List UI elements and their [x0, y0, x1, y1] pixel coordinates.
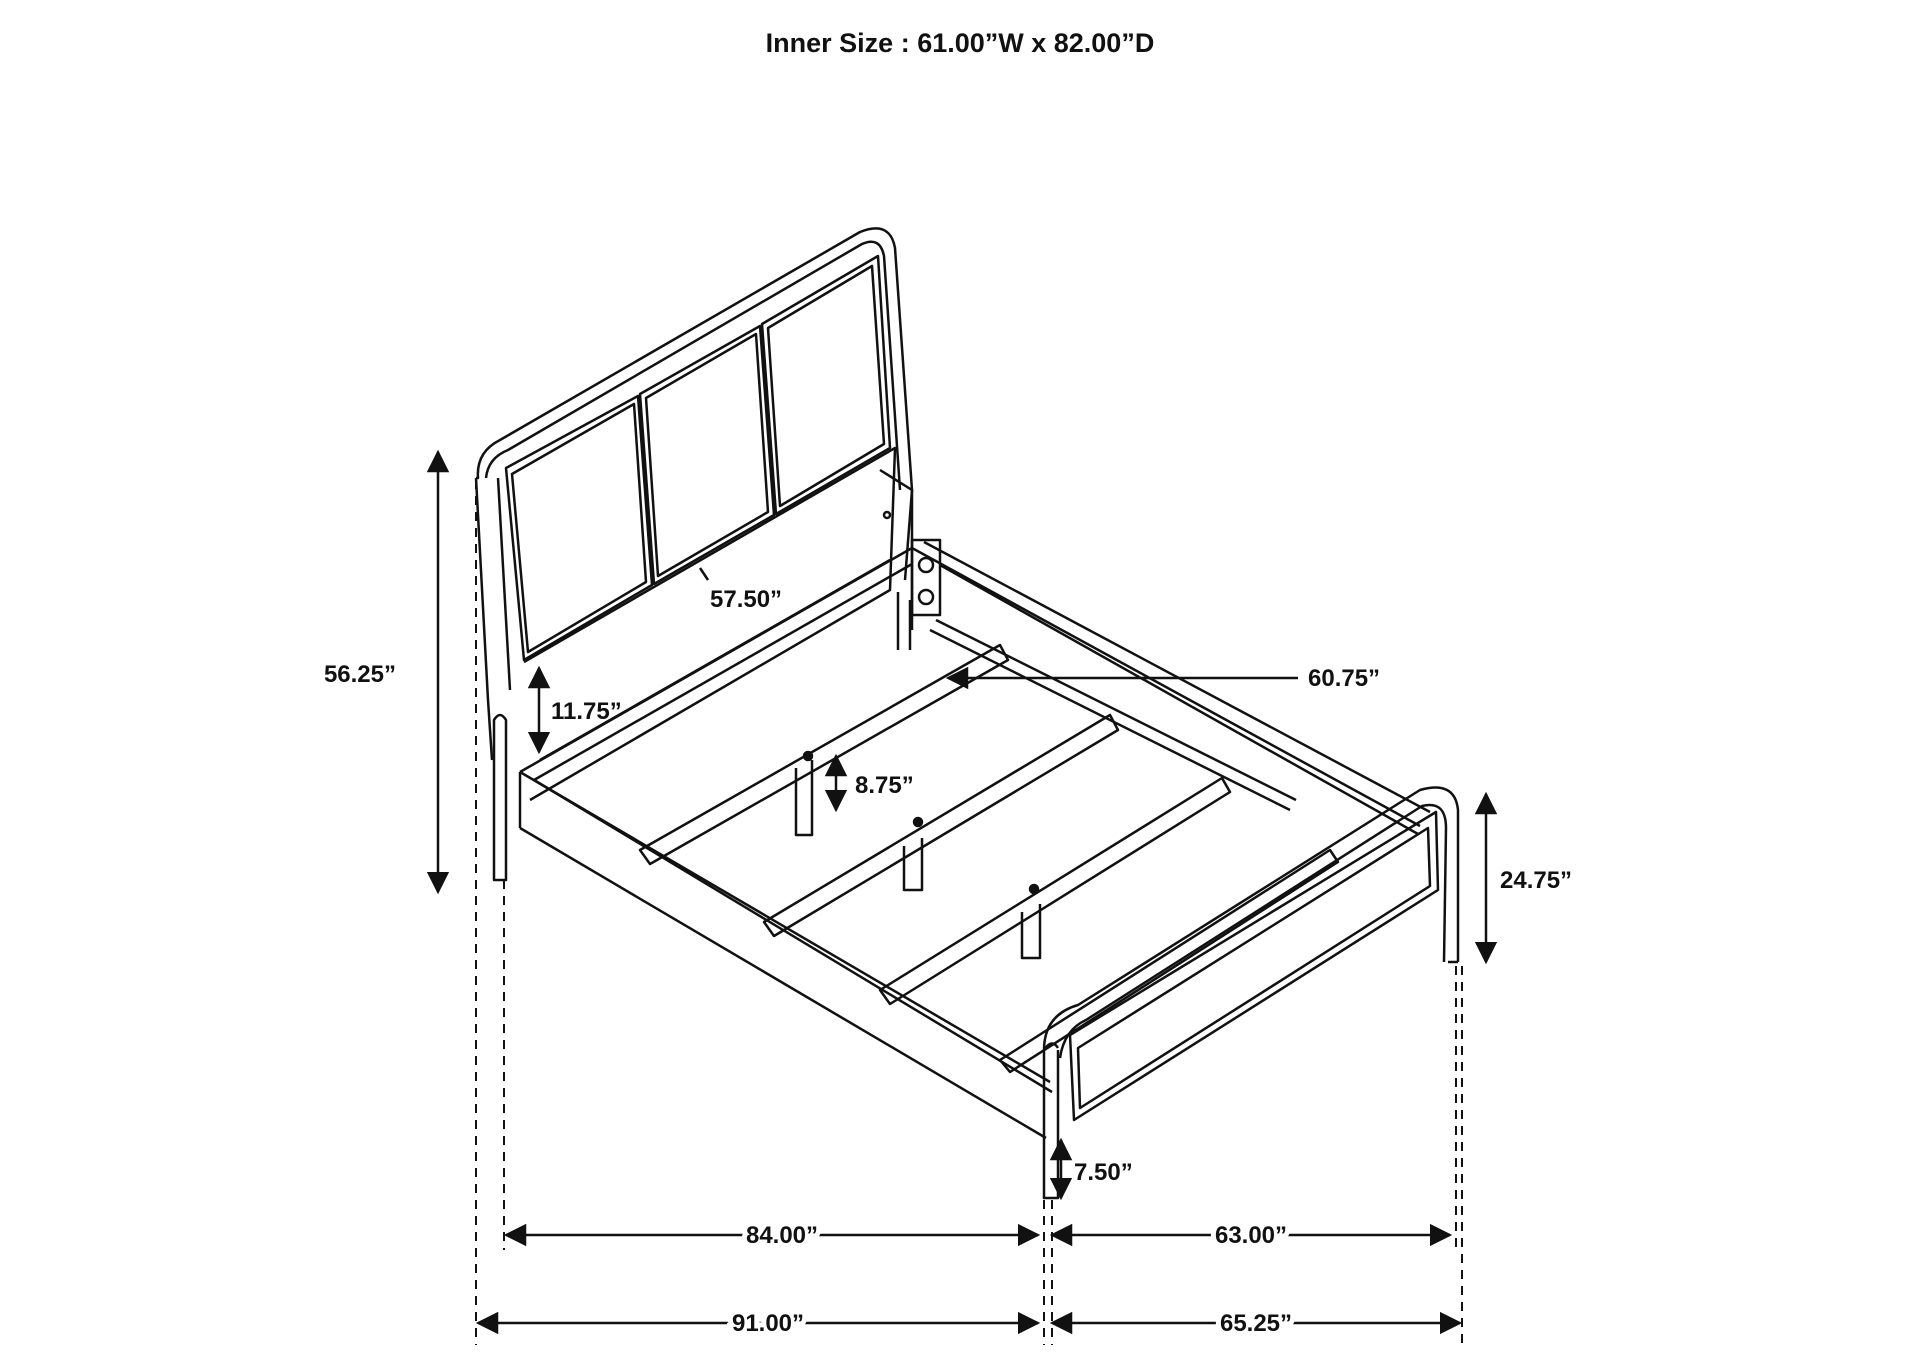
support-legs	[796, 752, 1040, 958]
page-title: Inner Size : 61.00”W x 82.00”D	[765, 28, 1155, 58]
dimension-lines	[438, 452, 1486, 1323]
extension-lines	[476, 480, 1462, 1345]
label-headboard-inner-width: 57.50”	[710, 586, 783, 613]
label-overall-width: 65.25”	[1219, 1310, 1293, 1337]
label-foot-clearance: 7.50”	[1074, 1159, 1133, 1186]
headboard-panel-center	[640, 326, 774, 584]
headboard-panel-right	[762, 256, 890, 514]
headboard	[476, 228, 912, 800]
label-slat-height: 8.75”	[855, 772, 914, 799]
bed-drawing	[476, 228, 1458, 1198]
dimension-labels	[324, 586, 1572, 1337]
head-rail	[520, 548, 912, 780]
label-inner-length: 84.00”	[745, 1222, 819, 1249]
label-footboard-height: 24.75”	[1500, 867, 1573, 894]
label-side-rail-length: 60.75”	[1308, 665, 1381, 692]
side-rail-left	[520, 772, 1052, 1138]
headboard-panel-left	[506, 396, 652, 660]
label-overall-height: 56.25”	[323, 661, 396, 688]
slats	[640, 620, 1338, 1072]
label-inner-width: 63.00”	[1214, 1222, 1288, 1249]
label-headboard-clearance: 11.75”	[551, 698, 622, 725]
label-overall-length: 91.00”	[731, 1310, 805, 1337]
